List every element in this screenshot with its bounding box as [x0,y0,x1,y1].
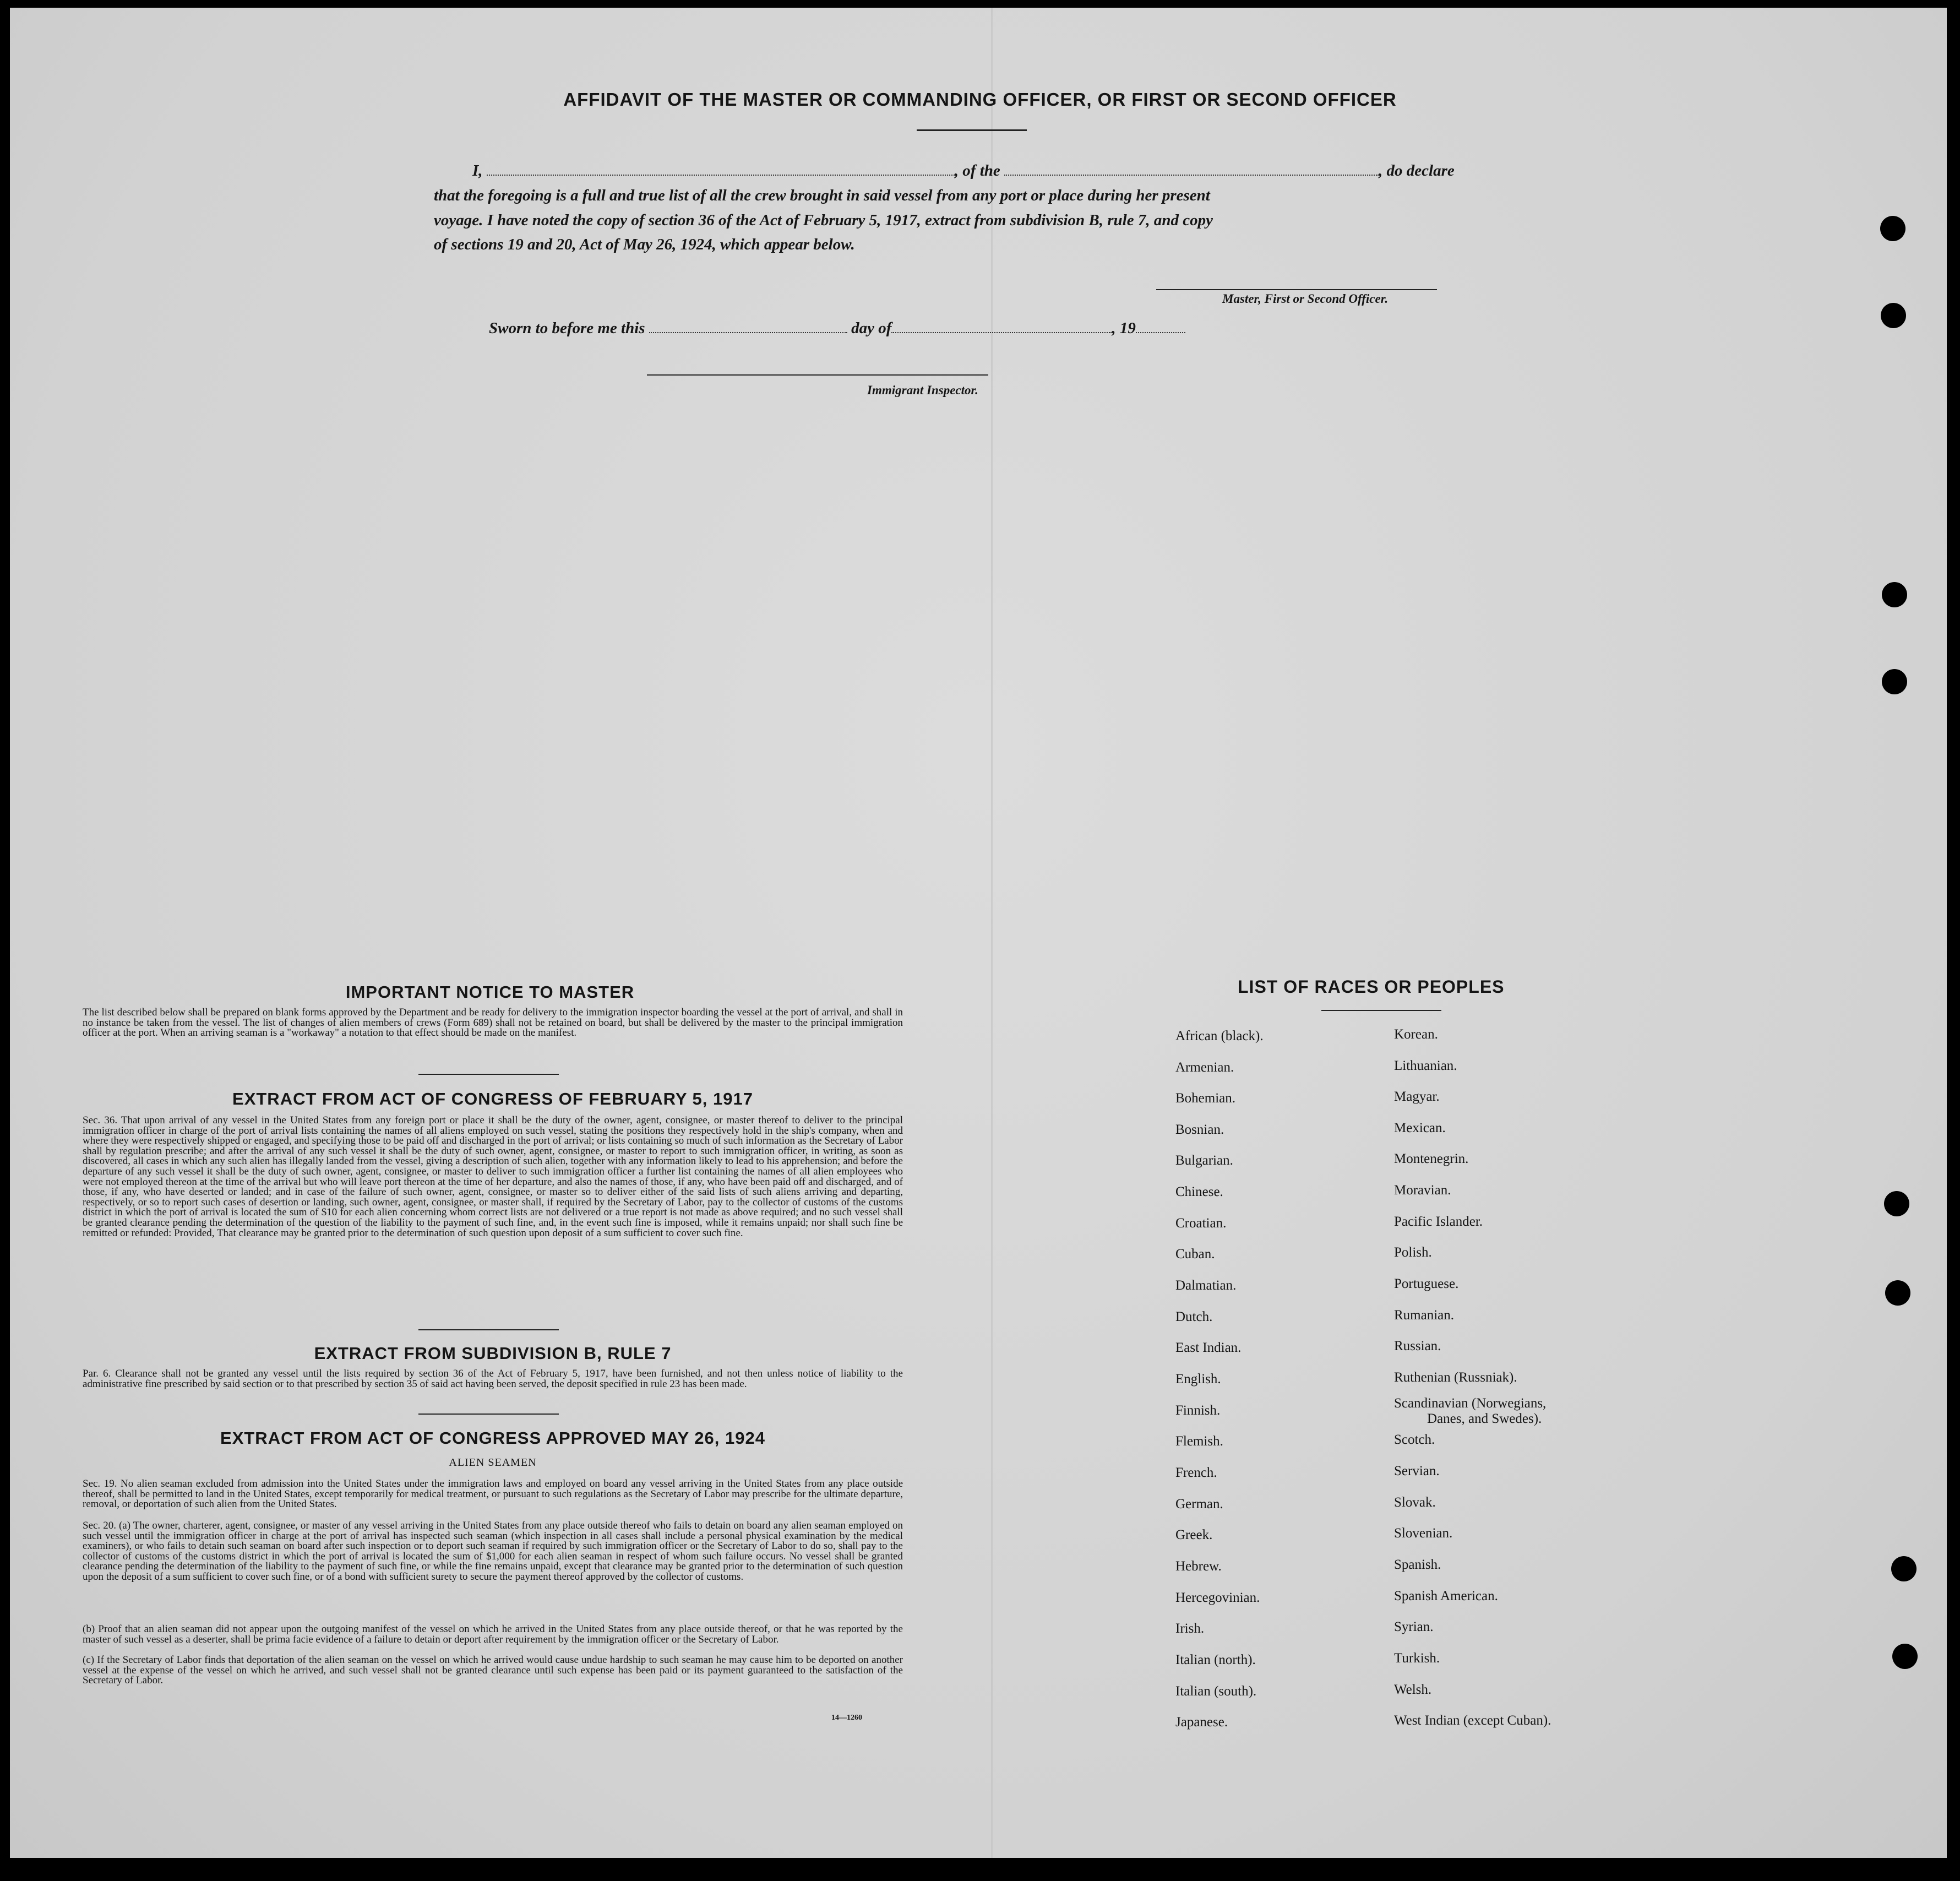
sworn-prefix: Sworn to before me this [489,319,645,337]
affidavit-line-4: of sections 19 and 20, Act of May 26, 1924, which appear below. [434,236,855,253]
divider [418,1074,559,1075]
races-underline [1321,1010,1441,1011]
affidavit-line-1 [472,162,1455,180]
race-item: Hercegovinian. [1175,1590,1260,1605]
race-item: Magyar. [1394,1089,1440,1104]
race-item: Spanish. [1394,1557,1441,1572]
month-blank[interactable] [891,320,1112,333]
form-number: 14—1260 [831,1714,862,1722]
extract-1917-body: Sec. 36. That upon arrival of any vessel in the United States from any foreign port or place it shall be the duty of the owner, agent, consignee, or master thereof to deliver to the principal immigration officer in charge of the port of arrival lists containing the names of all aliens employed on such vessel, stating the positions they respectively hold in the ship's company, when and where they were respectively shipped or engaged, and specifying those to be paid off and discharged in the port of arrival; or lists containing so much of such information as the Secretary of Labor shall by regulation prescribe; and after the arrival of any such vessel it shall be the duty of such owner, agent, consignee, or master to report to such immigration officer, in writing, as soon as discovered, all cases in which any such alien has illegally landed from the vessel, giving a description of such alien, together with any information likely to lead to his apprehension; and before the departure of any such vessel it shall be the duty of such owner, agent, consignee, or master to deliver to such immigration officer a further list containing the names of all alien employees who were not employed thereon at the time of the arrival but who will leave port thereon at the time of her departure, and also the names of those, if any, who have been paid off and discharged, and of those, if any, who have deserted or landed; and in case of the failure of such owner, agent, consignee, or master so to deliver either of the said lists of such aliens arriving and departing, respectively, or so to report such cases of desertion or landing, such owner, agent, consignee, or master shall, if required by the Secretary of Labor, pay to the collector of customs of the customs district in which the port of arrival is located the sum of $10 for each alien concerning whom correct lists are not delivered or a true report is not made as above required; and no such vessel shall be granted clearance pending the determination of the question of the liability to the payment of such fine, and, in the event such fine is imposed, while it remains unpaid; nor shall such fine be remitted or refunded: Provided, That clearance may be granted prior to the determination of such question upon deposit of a sum sufficient to cover such fine. [83,1115,903,1239]
race-item: Rumanian. [1394,1308,1455,1323]
race-item: Ruthenian (Russniak). [1394,1370,1517,1385]
punch-hole [1892,1644,1918,1669]
race-item: East Indian. [1175,1340,1242,1355]
race-item: Finnish. [1175,1403,1221,1418]
race-item: Scandinavian (Norwegians, [1394,1396,1547,1411]
affidavit-do-declare: , do declare [1379,162,1455,180]
race-item: Scotch. [1394,1432,1435,1447]
sec-20c: (c) If the Secretary of Labor finds that deportation of the alien seaman on the vessel on which he arrived would cause undue hardship to such seaman he may cause him to be deported on another vessel at the expense of the vessel on which he arrived, and such vessel shall not be granted clearance until such expense has been paid or its payment guaranteed to the satisfaction of the Secretary of Labor. [83,1654,903,1687]
sworn-year: , 19 [1112,319,1136,337]
race-item: Cuban. [1175,1247,1215,1262]
race-item: German. [1175,1497,1223,1512]
inspector-signature-line[interactable] [647,374,988,376]
affidavit-line-2: that the foregoing is a full and true list of all the crew brought in said vessel from any port or place during her present [434,187,1210,204]
notice-title: IMPORTANT NOTICE TO MASTER [345,982,635,1002]
race-item: Portuguese. [1394,1276,1459,1291]
title-underline [917,129,1027,131]
race-item: West Indian (except Cuban). [1394,1713,1551,1728]
race-item: Italian (north). [1175,1652,1256,1667]
race-item: Flemish. [1175,1434,1223,1449]
sec-19: Sec. 19. No alien seaman excluded from admission into the United States under the immigration laws and employed on board any vessel arriving in the United States from any place outside thereof, shall be permitted to land in the United States, except temporarily for medical treatment, or pursuant to such regulations as the Secretary of Labor may prescribe for the ultimate departure, removal, or deportation of such alien from the United States. [83,1478,903,1510]
punch-hole [1882,582,1907,607]
race-item: Moravian. [1394,1183,1451,1198]
punch-hole [1884,1191,1909,1216]
punch-hole [1885,1280,1910,1306]
race-item: Bohemian. [1175,1091,1236,1106]
year-blank[interactable] [1136,320,1185,333]
divider [418,1329,559,1330]
race-item: Spanish American. [1394,1589,1498,1603]
race-item: Greek. [1175,1527,1213,1542]
race-item: Korean. [1394,1027,1438,1042]
race-item: Hebrew. [1175,1559,1222,1574]
punch-hole [1880,216,1905,241]
affidavit-of-the: , of the [954,162,1000,180]
race-item: Turkish. [1394,1651,1440,1666]
race-item: Italian (south). [1175,1684,1257,1699]
affidavit-i: I, [472,162,483,180]
race-item: Slovak. [1394,1495,1436,1510]
extract-1924-title: EXTRACT FROM ACT OF CONGRESS APPROVED MAY 26, 1924 [220,1428,765,1448]
notice-body: The list described below shall be prepared on blank forms approved by the Department and be ready for delivery to the immigration inspector boarding the vessel at the port of arrival, and shall in no instance be taken from the vessel. The list of changes of alien members of crews (Form 689) shall not be retained on board, but shall be delivered by the master to the principal immigration officer at the port. When an arriving seaman is a "workaway" a notation to that effect should be made on the manifest. [83,1007,903,1039]
race-item: Lithuanian. [1394,1058,1457,1073]
race-item: Armenian. [1175,1060,1234,1075]
fold-line [991,8,993,1858]
race-item: African (black). [1175,1029,1264,1043]
race-item: Dutch. [1175,1309,1213,1324]
race-item: Chinese. [1175,1184,1223,1199]
divider [418,1414,559,1415]
inspector-caption: Immigrant Inspector. [867,383,978,397]
race-item: Slovenian. [1394,1526,1453,1541]
punch-hole [1881,303,1906,328]
name-blank[interactable] [487,162,955,176]
sworn-line [489,319,1185,338]
affidavit-line-3: voyage. I have noted the copy of section 36 of the Act of February 5, 1917, extract from subdivision B, rule 7, and copy [434,211,1213,229]
race-item: Irish. [1175,1621,1205,1636]
race-item: Polish. [1394,1245,1432,1260]
extract-rule7-body: Par. 6. Clearance shall not be granted any vessel until the lists required by section 36 of the Act of February 5, 1917, have been furnished, and not then unless notice of liability to the administrative fine prescribed by said section or to that prescribed by section 35 of said act having been served, the deposit specified in rule 23 has been made. [83,1368,903,1390]
race-item: English. [1175,1372,1221,1387]
race-item: Syrian. [1394,1619,1434,1634]
race-item-cont: Danes, and Swedes). [1427,1411,1542,1426]
sec-20b: (b) Proof that an alien seaman did not appear upon the outgoing manifest of the vessel on which he arrived in the United States from any place outside thereof, or that he was reported by the master of such vessel as a deserter, shall be prima facie evidence of a failure to detain or deport after requirement by the immigration officer or the Secretary of Labor. [83,1623,903,1645]
day-blank[interactable] [649,320,847,333]
affidavit-title: AFFIDAVIT OF THE MASTER OR COMMANDING OFFICER, OR FIRST OR SECOND OFFICER [563,89,1397,110]
sworn-day-of: day of [851,319,892,337]
race-item: Welsh. [1394,1682,1432,1697]
extract-1917-title: EXTRACT FROM ACT OF CONGRESS OF FEBRUARY 5, 1917 [232,1089,753,1108]
race-item: Dalmatian. [1175,1278,1237,1293]
alien-seamen-subtitle: ALIEN SEAMEN [449,1456,537,1469]
race-item: Japanese. [1175,1715,1228,1730]
races-title: LIST OF RACES OR PEOPLES [1238,977,1505,997]
master-caption: Master, First or Second Officer. [1222,292,1389,306]
race-item: Servian. [1394,1464,1440,1478]
vessel-blank[interactable] [1004,162,1379,176]
race-item: Pacific Islander. [1394,1214,1483,1229]
punch-hole [1891,1556,1917,1581]
punch-hole [1882,669,1907,694]
race-item: Croatian. [1175,1216,1227,1231]
race-item: Mexican. [1394,1121,1446,1135]
extract-rule7-title: EXTRACT FROM SUBDIVISION B, RULE 7 [314,1344,672,1363]
race-item: Bulgarian. [1175,1153,1233,1168]
race-item: Bosnian. [1175,1122,1224,1137]
race-item: Russian. [1394,1339,1441,1353]
race-item: Montenegrin. [1394,1151,1469,1166]
race-item: French. [1175,1465,1217,1480]
sec-20a: Sec. 20. (a) The owner, charterer, agent, consignee, or master of any vessel arriving in the United States from any place outside thereof who fails to detain on board any alien seaman employed on such vessel until the immigration officer in charge at the port of arrival has inspected such seaman (which inspection in all cases shall include a personal physical examination by the medical examiners), or who fails to detain such seaman on board after such inspection or to deport such seaman if required by such immigration officer or the Secretary of Labor to do so, shall pay to the collector of customs of the customs district in which the port of arrival is located the sum of $1,000 for each alien seaman in respect of whom such failure occurs. No vessel shall be granted clearance pending the determination of the liability to the payment of such fine, or while the fine remains unpaid, except that clearance may be granted prior to the determination of such question upon the deposit of a sum sufficient to cover such fine, or of a bond with sufficient surety to secure the payment thereof approved by the collector of customs. [83,1520,903,1583]
master-signature-line[interactable] [1156,289,1437,290]
